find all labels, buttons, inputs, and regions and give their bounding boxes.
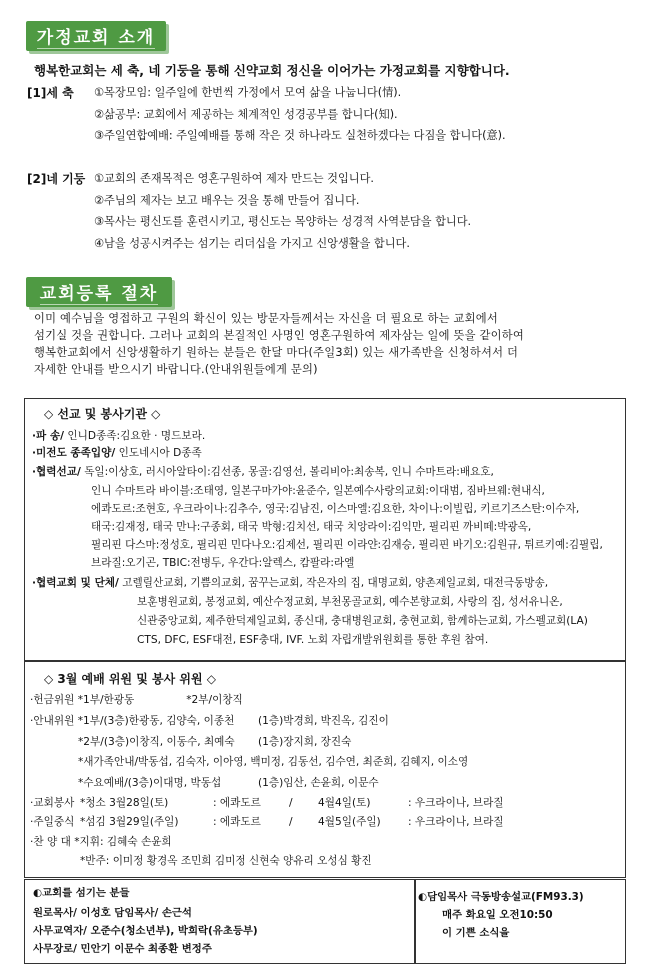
radio-line: 이 기쁜 소식을 xyxy=(442,927,510,939)
service-date: 4월4일(토) xyxy=(318,797,371,809)
offering-row xyxy=(30,690,243,710)
usher-row-right: (1층)박경희, 박진옥, 김진이 xyxy=(258,715,389,727)
meal-row: ·주일중식 xyxy=(30,816,75,828)
service-team: : 에콰도르 xyxy=(213,797,261,809)
pillars-label: [2]네 기둥 xyxy=(27,172,86,186)
pillar-item: ①교회의 존재목적은 영혼구원하여 제자 만드는 것입니다. xyxy=(94,172,374,185)
row-text: 독일:이상호, 러시아알타이:김선종, 몽골:김영선, 볼리비아:최송복, 인니 수마트라:배요호, xyxy=(80,466,494,478)
row-text: *1부/(3층)한광동, 김양숙, 이종천 xyxy=(77,715,235,727)
row-label: ·안내위원 xyxy=(30,715,75,727)
paragraph-line: 이미 예수님을 영접하고 구원의 확신이 있는 방문자들께서는 자신을 더 필요로 하는 교회에서 xyxy=(34,312,498,325)
row-text: *2부/이창직 xyxy=(186,694,243,706)
missions-title: ◇ 선교 및 봉사기관 ◇ xyxy=(44,407,161,421)
mission-row xyxy=(137,611,588,631)
axis-item: ①목장모임: 일주일에 한번씩 가정에서 모여 삶을 나눕니다(情). xyxy=(94,86,402,99)
mission-row xyxy=(91,535,603,555)
row-text: 신관중앙교회, 제주한덕제일교회, 종신대, 충대병원교회, 충현교회, 함께하는교회, 가스펠교회(LA) xyxy=(137,615,588,627)
mission-row xyxy=(91,553,354,573)
axis-item: ③주일연합예배: 주일예배를 통해 작은 것 하나라도 실천하겠다는 다짐을 합니다(意). xyxy=(94,129,506,142)
usher-row: *새가족안내/박동섭, 김숙자, 이아영, 백미정, 김동선, 김수연, 최준희, 김혜지, 이소영 xyxy=(78,756,469,768)
mission-row xyxy=(32,573,548,593)
pillar-item: ③목사는 평신도를 훈련시키고, 평신도는 목양하는 성경적 사역분담을 합니다. xyxy=(94,215,472,228)
paragraph-line: 섬기실 것을 권합니다. 그러나 교회의 본질적인 사명인 영혼구원하여 제자삼는 일에 뜻을 같이하여 xyxy=(34,329,525,342)
usher-row: *수요예배/(3층)이대명, 박동섭 xyxy=(78,777,222,789)
row-label: ·찬 양 대 xyxy=(30,836,71,848)
row-text: 인니D종족:김요한 · 명드보라. xyxy=(64,430,206,442)
section-header-text: 가정교회 소개 xyxy=(37,23,155,49)
row-text: 인니 수마트라 바이블:조태영, 일본구마가야:윤준수, 일본예수사랑의교회:이대범, 짐바브웨:현내식, xyxy=(91,485,545,497)
mission-row xyxy=(91,481,545,501)
row-text: 보훈병원교회, 봉정교회, 예산수정교회, 부천몽골교회, 예수본향교회, 사랑의 집, 성서유니온, xyxy=(137,596,563,608)
registration-paragraph xyxy=(34,310,614,378)
servants-line: 사무장로/ 민안기 이문수 최종환 변정주 xyxy=(33,943,212,955)
radio-line: 매주 화요일 오전10:50 xyxy=(442,909,553,921)
row-text: CTS, DFC, ESF대전, ESF충대, IVF. 노회 자립개발위원회를 통한 후원 참여. xyxy=(137,634,489,646)
radio-title: ◐담임목사 극동방송설교(FM93.3) xyxy=(418,891,584,903)
paragraph-line: 자세한 안내를 받으시기 바랍니다.(안내위원들에게 문의) xyxy=(34,363,318,376)
mission-row xyxy=(137,630,488,650)
servants-title: ◐교회를 섬기는 분들 xyxy=(33,887,130,899)
usher-row-right: (1층)임산, 손윤희, 이문수 xyxy=(258,777,379,789)
servants-line: 사무교역자/ 오준수(청소년부), 박희락(유초등부) xyxy=(33,925,258,937)
row-text: *1부/한광동 xyxy=(77,694,135,706)
house-church-lead: 행복한교회는 세 축, 네 기둥을 통해 신약교회 정신을 이어가는 가정교회를 지향합니다. xyxy=(34,63,510,78)
mission-row xyxy=(32,462,494,482)
service-sep: / xyxy=(289,797,293,809)
section-header-registration xyxy=(26,277,172,307)
service-team: : 우크라이나, 브라질 xyxy=(408,797,504,809)
choir-row xyxy=(30,832,172,852)
meal-date: *섬김 3월29일(주일) xyxy=(80,816,179,828)
service-row: ·교회봉사 xyxy=(30,797,75,809)
mission-row xyxy=(91,499,579,519)
row-label: ·헌금위원 xyxy=(30,694,75,706)
row-text: 태국:김재정, 태국 만나:구종회, 태국 박형:김치선, 태국 치앙라이:김익만, 필리핀 까비떼:박광옥, xyxy=(91,521,532,533)
mission-row xyxy=(32,443,202,463)
paragraph-line: 행복한교회에서 신앙생활하기 원하는 분들은 한달 마다(주일3회) 있는 새가족반을 신청하셔서 더 xyxy=(34,346,519,359)
row-label: ·협력선교/ xyxy=(32,466,81,478)
row-label: ·협력교회 및 단체/ xyxy=(32,577,119,589)
usher-row xyxy=(30,711,234,731)
row-label: ·미전도 종족입양/ xyxy=(32,447,116,459)
march-title: ◇ 3월 예배 위원 및 봉사 위원 ◇ xyxy=(44,672,216,686)
servants-line: 원로목사/ 이성호 담임목사/ 손근석 xyxy=(33,907,192,919)
row-text: 고렐릴산교회, 기쁨의교회, 꿈꾸는교회, 작은자의 집, 대명교회, 양촌제일교회, 대전극동방송, xyxy=(118,577,549,589)
section-header-house-church xyxy=(26,21,166,51)
pillar-item: ②주님의 제자는 보고 배우는 것을 통해 만들어 집니다. xyxy=(94,194,360,207)
usher-row: *2부/(3층)이창직, 이동수, 최예숙 xyxy=(78,736,235,748)
section-header-text: 교회등록 절차 xyxy=(40,279,158,305)
row-text: 필리핀 다스마:정성호, 필리핀 민다나오:김제선, 필리핀 이라얀:김재승, 필리핀 바기오:김원규, 튀르키예:김필립, xyxy=(91,539,603,551)
row-label: ·파 송/ xyxy=(32,430,65,442)
meal-team: : 에콰도르 xyxy=(213,816,261,828)
mission-row xyxy=(91,517,531,537)
pillar-item: ④남을 성공시켜주는 섬기는 리더십을 가지고 신앙생활을 합니다. xyxy=(94,237,410,250)
axis-item: ②삶공부: 교회에서 제공하는 체계적인 성경공부를 합니다(知). xyxy=(94,108,398,121)
mission-row xyxy=(137,592,563,612)
meal-date: 4월5일(주일) xyxy=(318,816,381,828)
row-text: 인도네시아 D종족 xyxy=(115,447,202,459)
service-date: *청소 3월28일(토) xyxy=(80,797,169,809)
meal-sep: / xyxy=(289,816,293,828)
usher-row-right: (1층)장지희, 장진숙 xyxy=(258,736,352,748)
meal-team: : 우크라이나, 브라질 xyxy=(408,816,504,828)
row-text: *지휘: 김혜숙 손윤희 xyxy=(74,836,172,848)
row-text: 에콰도르:조현호, 우크라이나:김추수, 영국:김남진, 이스마엘:김요한, 차이나:이빌립, 키르기즈스탄:이수자, xyxy=(91,503,580,515)
choir-row: *반주: 이미정 황경옥 조민희 김미정 신현숙 양유리 오성심 황진 xyxy=(80,855,372,867)
row-text: 브라질:오기곤, TBIC:전병두, 우간다:알렉스, 캄팔라:라엘 xyxy=(91,557,355,569)
axes-label: [1]세 축 xyxy=(27,86,74,100)
